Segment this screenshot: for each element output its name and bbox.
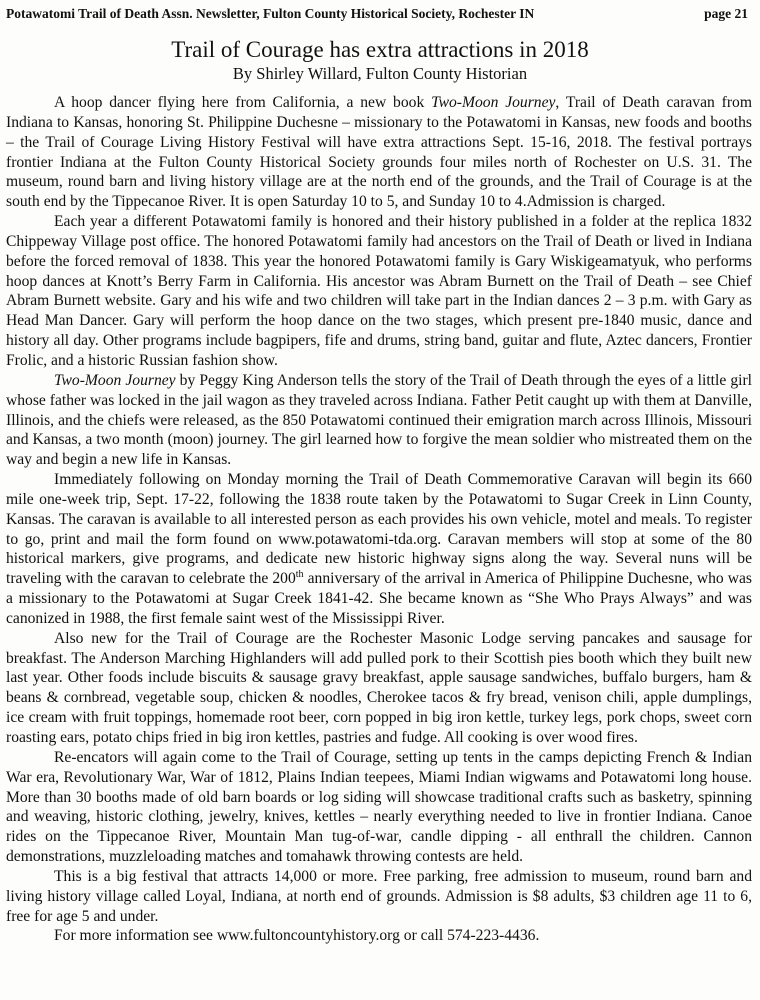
paragraph-7: This is a big festival that attracts 14,000 or more. Free parking, free admission to museum, round barn and living history village called Loyal, Indiana, at north end of grounds. Admission is $8 adults, $3 children age 11 to 6, free for age 5 and under. <box>6 867 752 925</box>
paragraph-2: Each year a different Potawatomi family is honored and their history published in a folder at the replica 1832 Chippeway Village post office. The honored Potawatomi family had ancestors on the Trail of Death or lived in Indiana before the forced removal of 1838. This year the honored Potawatomi family is Gary Wiskigeamatyuk, who performs hoop dances at Knott’s Berry Farm in California. His ancestor was Abram Burnett on the Trail of Death – see Chief Abram Burnett website. Gary and his wife and two children will take part in the Indian dances 2 – 3 p.m. with Gary as Head Man Dancer. Gary will perform the hoop dance on the two stages, which present pre-1840 music, dance and history all day. Other programs include bagpipers, fife and drums, string band, guitar and flute, Aztec dancers, Frontier Frolic, and a historic Russian fashion show. <box>6 213 752 369</box>
running-header <box>6 6 748 22</box>
ordinal-suffix: th <box>295 569 304 581</box>
article-byline: By Shirley Willard, Fulton County Historian <box>232 64 528 83</box>
book-title: Two-Moon Journey <box>431 94 556 111</box>
paragraph-6: Re-encators will again come to the Trail of Courage, setting up tents in the camps depicting French & Indian War era, Revolutionary War, War of 1812, Plains Indian teepees, Miami Indian wigwams and Potawatomi long house. More than 30 booths made of old barn boards or log siding will showcase traditional crafts such as basketry, spinning and weaving, historic clothing, jewelry, knives, kettles – nearly everything needed to live in frontier Indiana. Canoe rides on the Tippecanoe River, Mountain Man tug-of-war, candle dipping - all enthrall the children. Cannon demonstrations, muzzleloading matches and tomahawk throwing contests are held. <box>6 748 752 866</box>
book-title: Two-Moon Journey <box>54 371 176 389</box>
header-publication: Potawatomi Trail of Death Assn. Newsletter, Fulton County Historical Society, Rochester IN <box>6 6 535 21</box>
paragraph-8: For more information see www.fultoncountyhistory.org or call 574-223-4436. <box>54 927 540 945</box>
paragraph-5: Also new for the Trail of Courage are the Rochester Masonic Lodge serving pancakes and sausage for breakfast. The Anderson Marching Highlanders will add pulled pork to their Scottish pies booth which they built new last year. Other foods include biscuits & sausage gravy breakfast, apple sausage sandwiches, buffalo burgers, ham & beans & cornbread, vegetable soup, chicken & noodles, Cherokee tacos & fry bread, venison chili, apple dumplings, ice cream with fruit toppings, homemade root beer, corn popped in big iron kettle, turkey legs, pork chops, sweet corn roasting ears, potato chips fried in big iron kettles, pastries and fudge. All cooking is over wood fires. <box>6 629 752 746</box>
paragraph-3 <box>6 371 752 470</box>
page-number: page 21 <box>704 6 748 21</box>
paragraph-1 <box>6 93 752 212</box>
article-body <box>6 93 752 946</box>
paragraph-1-text-a: A hoop dancer flying here from California, a new book <box>54 94 432 111</box>
paragraph-3-text: by Peggy King Anderson tells the story of the Trail of Death through the eyes of a little girl whose father was locked in the jail wagon as they traveled across Indiana. Father Petit caught up with them at Danville, Illinois, and the chiefs were released, as the 850 Potawatomi continued their emigration march across Illinois, Missouri and Kansas, a two month (moon) journey. The girl learned how to forgive the mean soldier who mistreated them on the way and begin a new life in Kansas. <box>6 371 752 469</box>
paragraph-4 <box>6 470 752 629</box>
article-title: Trail of Courage has extra attractions in 2018 <box>171 37 589 62</box>
paragraph-1-text-b: , Trail of Death caravan from Indiana to Kansas, honoring St. Philippine Duchesne – missionary to the Potawatomi in Kansas, new foods and booths – the Trail of Courage Living History Festival will have extra attractions Sept. 15-16, 2018. The festival portrays frontier Indiana at the Fulton County Historical Society grounds four miles north of Rochester on U.S. 31. The museum, round barn and living history village are at the north end of the grounds, and the Trail of Courage is at the south end by the Tippecanoe River. It is open Saturday 10 to 5, and Sunday 10 to 4.Admission is charged. <box>6 94 752 211</box>
paragraph-4-text-a: Immediately following on Monday morning the Trail of Death Commemorative Caravan will begin its 660 mile one-week trip, Sept. 17-22, following the 1838 route taken by the Potawatomi to Sugar Creek in Linn County, Kansas. The caravan is available to all interested person as each provides his own vehicle, motel and meals. To register to go, print and mail the form found on www.potawatomi-tda.org. Caravan members will stop at some of the 80 historical markers, give programs, and dedicate new historic highway signs along the way. Several nuns will be traveling with the caravan to celebrate the 200 <box>6 471 752 588</box>
paragraph-4-text-b: anniversary of the arrival in America of Philippine Duchesne, who was a missionary to the Potawatomi at Sugar Creek 1841-42. She became known as “She Who Prays Always” and was canonized in 1988, the first female saint west of the Mississippi River. <box>6 570 752 627</box>
